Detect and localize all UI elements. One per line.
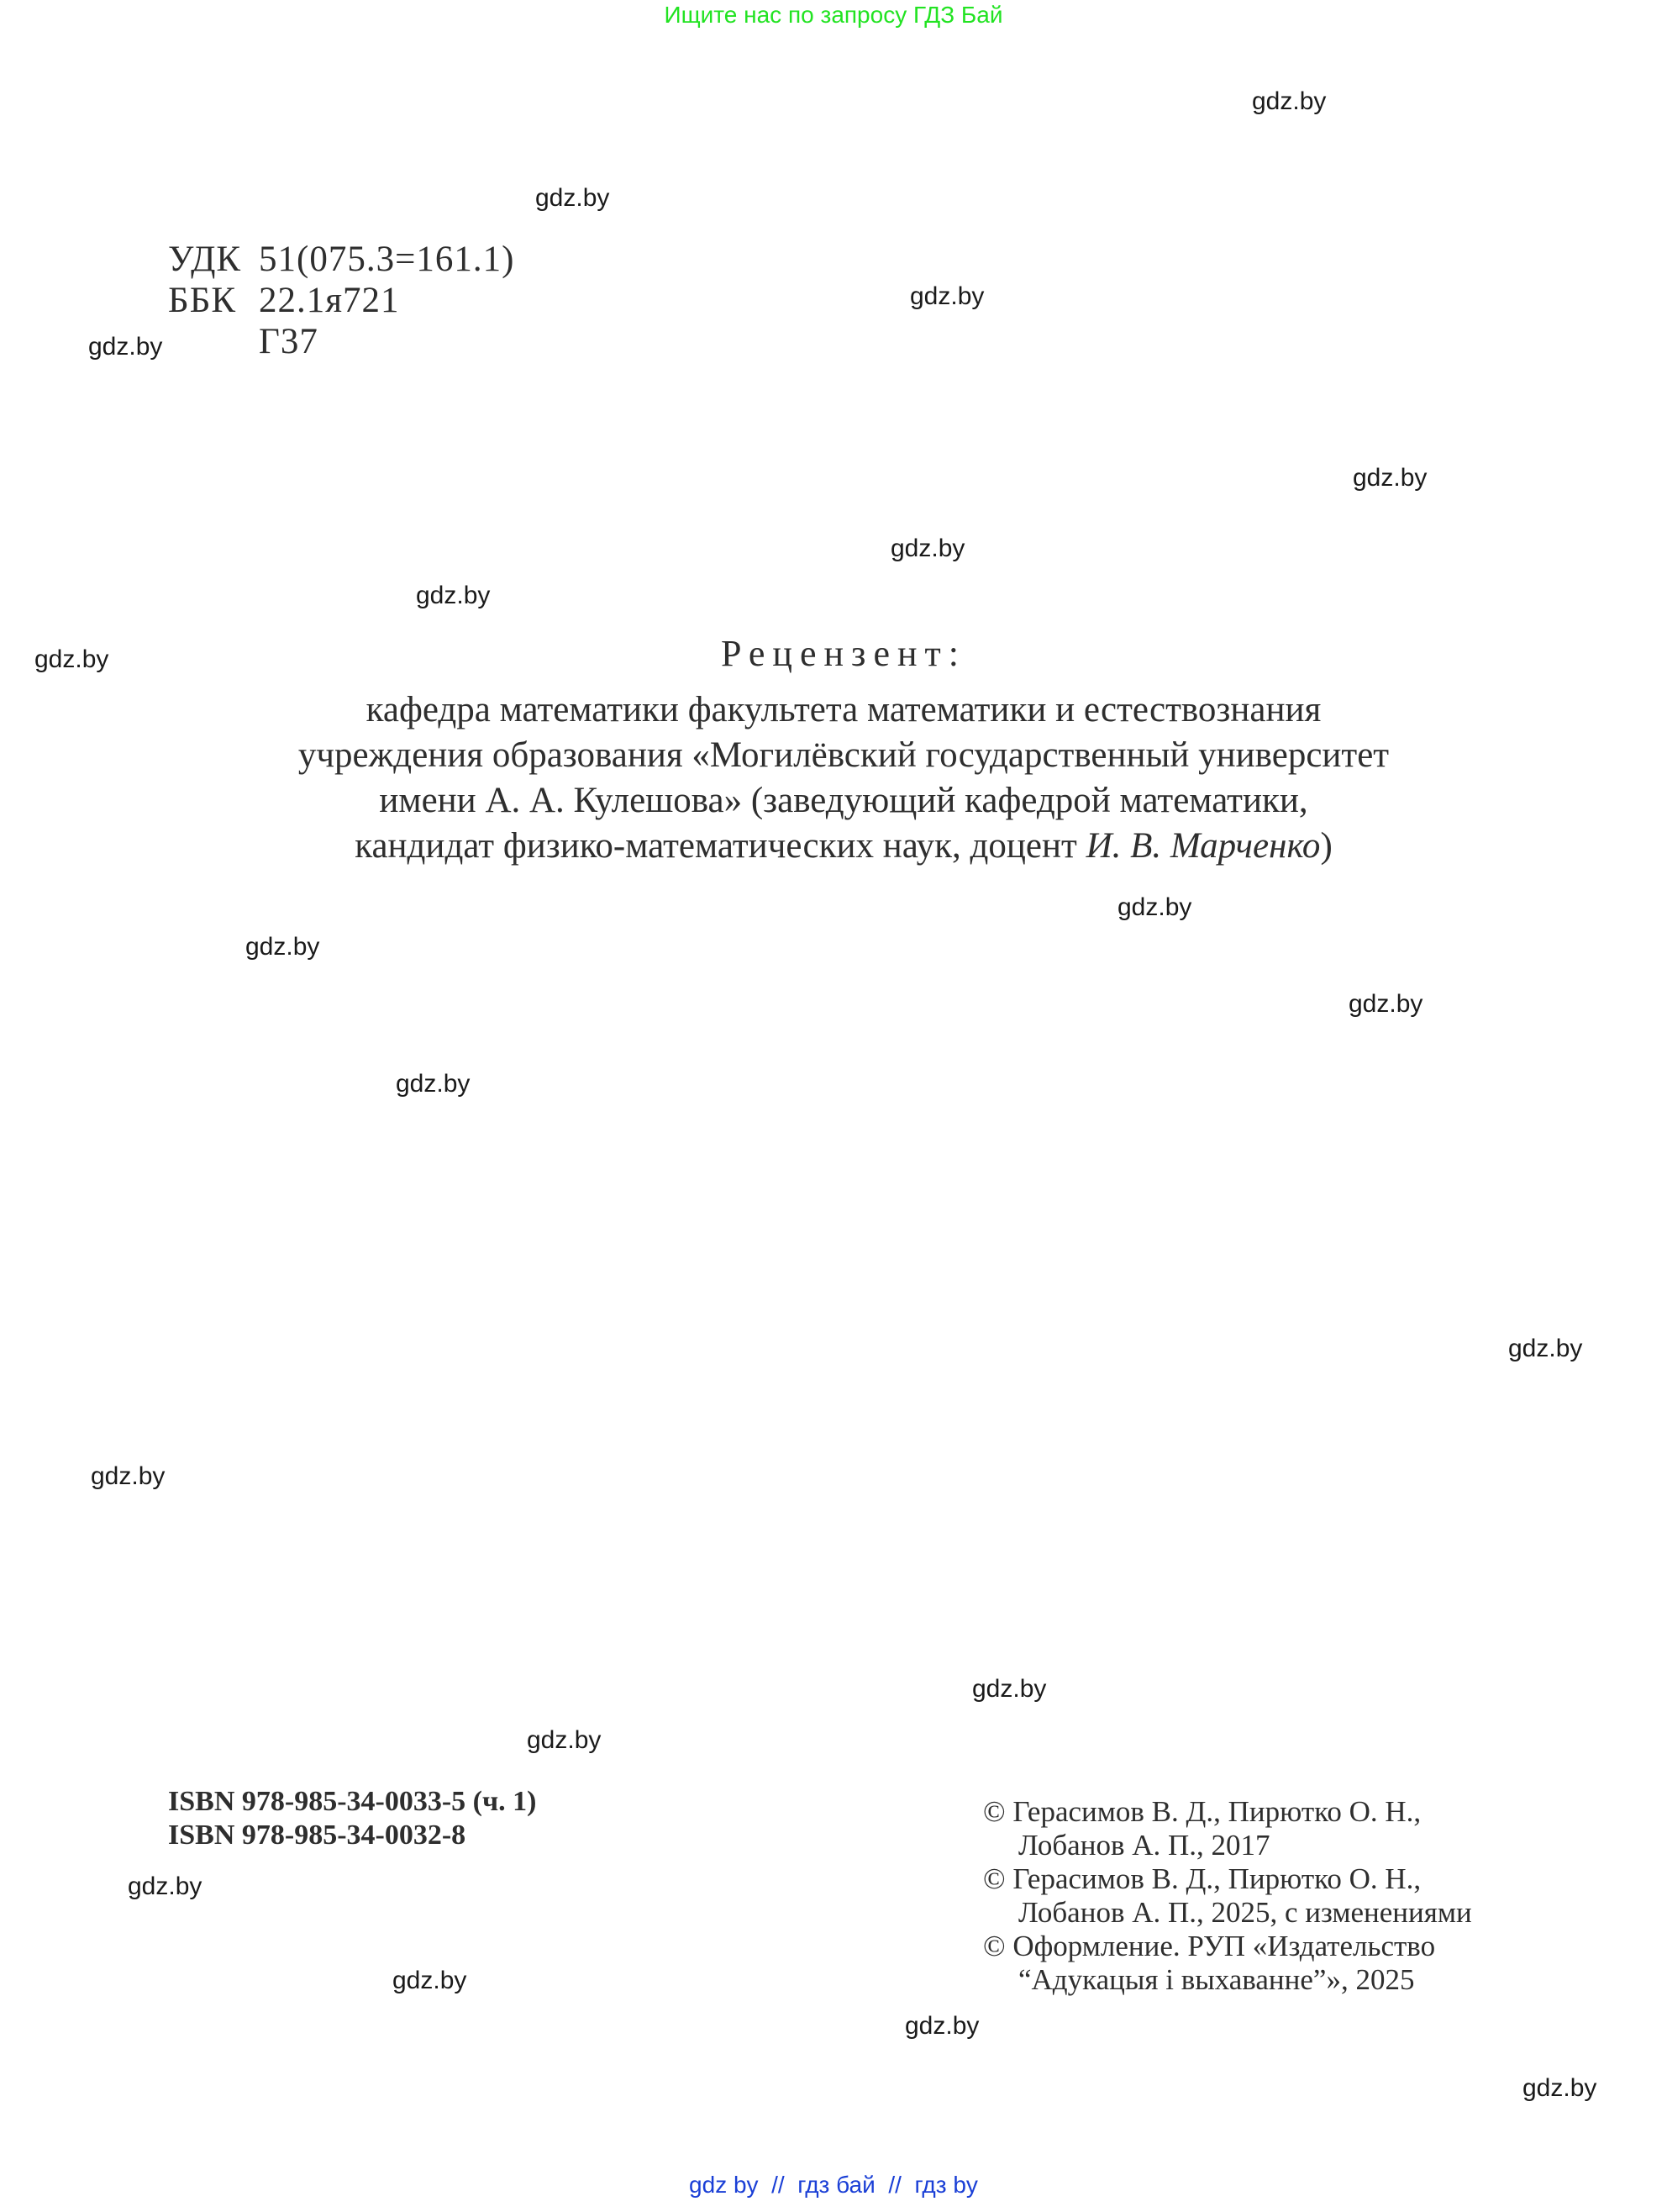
copyright-line: © Оформление. РУП «Издательство (983, 1930, 1436, 1962)
watermark: gdz.by (1349, 990, 1423, 1018)
udk-row (168, 239, 514, 280)
bottom-links (0, 2172, 1667, 2199)
watermark: gdz.by (416, 582, 491, 609)
watermark: gdz.by (891, 535, 965, 562)
copyright-line: “Адукацыя і выхаванне”», 2025 (1018, 1963, 1415, 1996)
copyright-line: © Герасимов В. Д., Пирютко О. Н., (983, 1862, 1422, 1895)
watermark: gdz.by (245, 933, 320, 961)
link-gdz-bai[interactable]: гдз бай (797, 2172, 876, 2198)
isbn-line: ISBN 978-985-34-0032-8 (168, 1820, 466, 1851)
copyright-line: © Герасимов В. Д., Пирютко О. Н., (983, 1795, 1422, 1828)
reviewer-title: Рецензент: (721, 633, 966, 674)
watermark: gdz.by (88, 333, 163, 361)
watermark: gdz.by (1508, 1335, 1583, 1362)
link-separator: // (771, 2172, 785, 2198)
reviewer-body (0, 687, 1667, 869)
copyright-line: Лобанов А. П., 2017 (1018, 1829, 1270, 1862)
watermark: gdz.by (128, 1872, 202, 1900)
reviewer-line-prefix: кандидат физико-математических наук, доцент (355, 826, 1086, 866)
reviewer-line (0, 824, 1667, 869)
watermark: gdz.by (535, 184, 610, 212)
watermark: gdz.by (392, 1967, 467, 1994)
watermark: gdz.by (1353, 464, 1428, 492)
reviewer-line: имени А. А. Кулешова» (заведующий кафедрой математики, (379, 781, 1308, 820)
watermark: gdz.by (91, 1462, 166, 1490)
code-value: 51(075.3=161.1) (259, 240, 515, 279)
watermark: gdz.by (1522, 2074, 1597, 2102)
link-gdz-by[interactable]: gdz by (689, 2172, 759, 2198)
top-banner[interactable]: Ищите нас по запросу ГДЗ Бай (664, 2, 1003, 28)
link-separator: // (888, 2172, 902, 2198)
watermark: gdz.by (527, 1726, 602, 1754)
watermark: gdz.by (972, 1675, 1047, 1703)
reviewer-name: И. В. Марченко (1086, 826, 1321, 866)
watermark: gdz.by (910, 282, 985, 310)
isbn-line: ISBN 978-985-34-0033-5 (ч. 1) (168, 1786, 537, 1817)
code-label: УДК (168, 240, 242, 279)
copyright-line: Лобанов А. П., 2025, с изменениями (1018, 1896, 1472, 1929)
code-label: ББК (168, 281, 237, 320)
classification-codes (168, 239, 514, 362)
author-mark-row (168, 321, 514, 362)
reviewer-line: кафедра математики факультета математики и естествознания (365, 690, 1322, 729)
watermark: gdz.by (396, 1070, 471, 1098)
watermark: gdz.by (1117, 893, 1192, 921)
watermark: gdz.by (905, 2012, 980, 2040)
copyright-block (983, 1795, 1472, 1997)
bbk-row (168, 280, 514, 321)
link-gdz-by-cyr[interactable]: гдз by (914, 2172, 978, 2198)
reviewer-line-suffix: ) (1320, 826, 1333, 866)
watermark: gdz.by (34, 645, 109, 673)
code-value: 22.1я721 (259, 281, 400, 320)
isbn-block (168, 1785, 536, 1852)
code-value: Г37 (259, 322, 318, 361)
reviewer-line: учреждения образования «Могилёвский государственный университет (297, 735, 1390, 775)
watermark: gdz.by (1252, 87, 1327, 115)
